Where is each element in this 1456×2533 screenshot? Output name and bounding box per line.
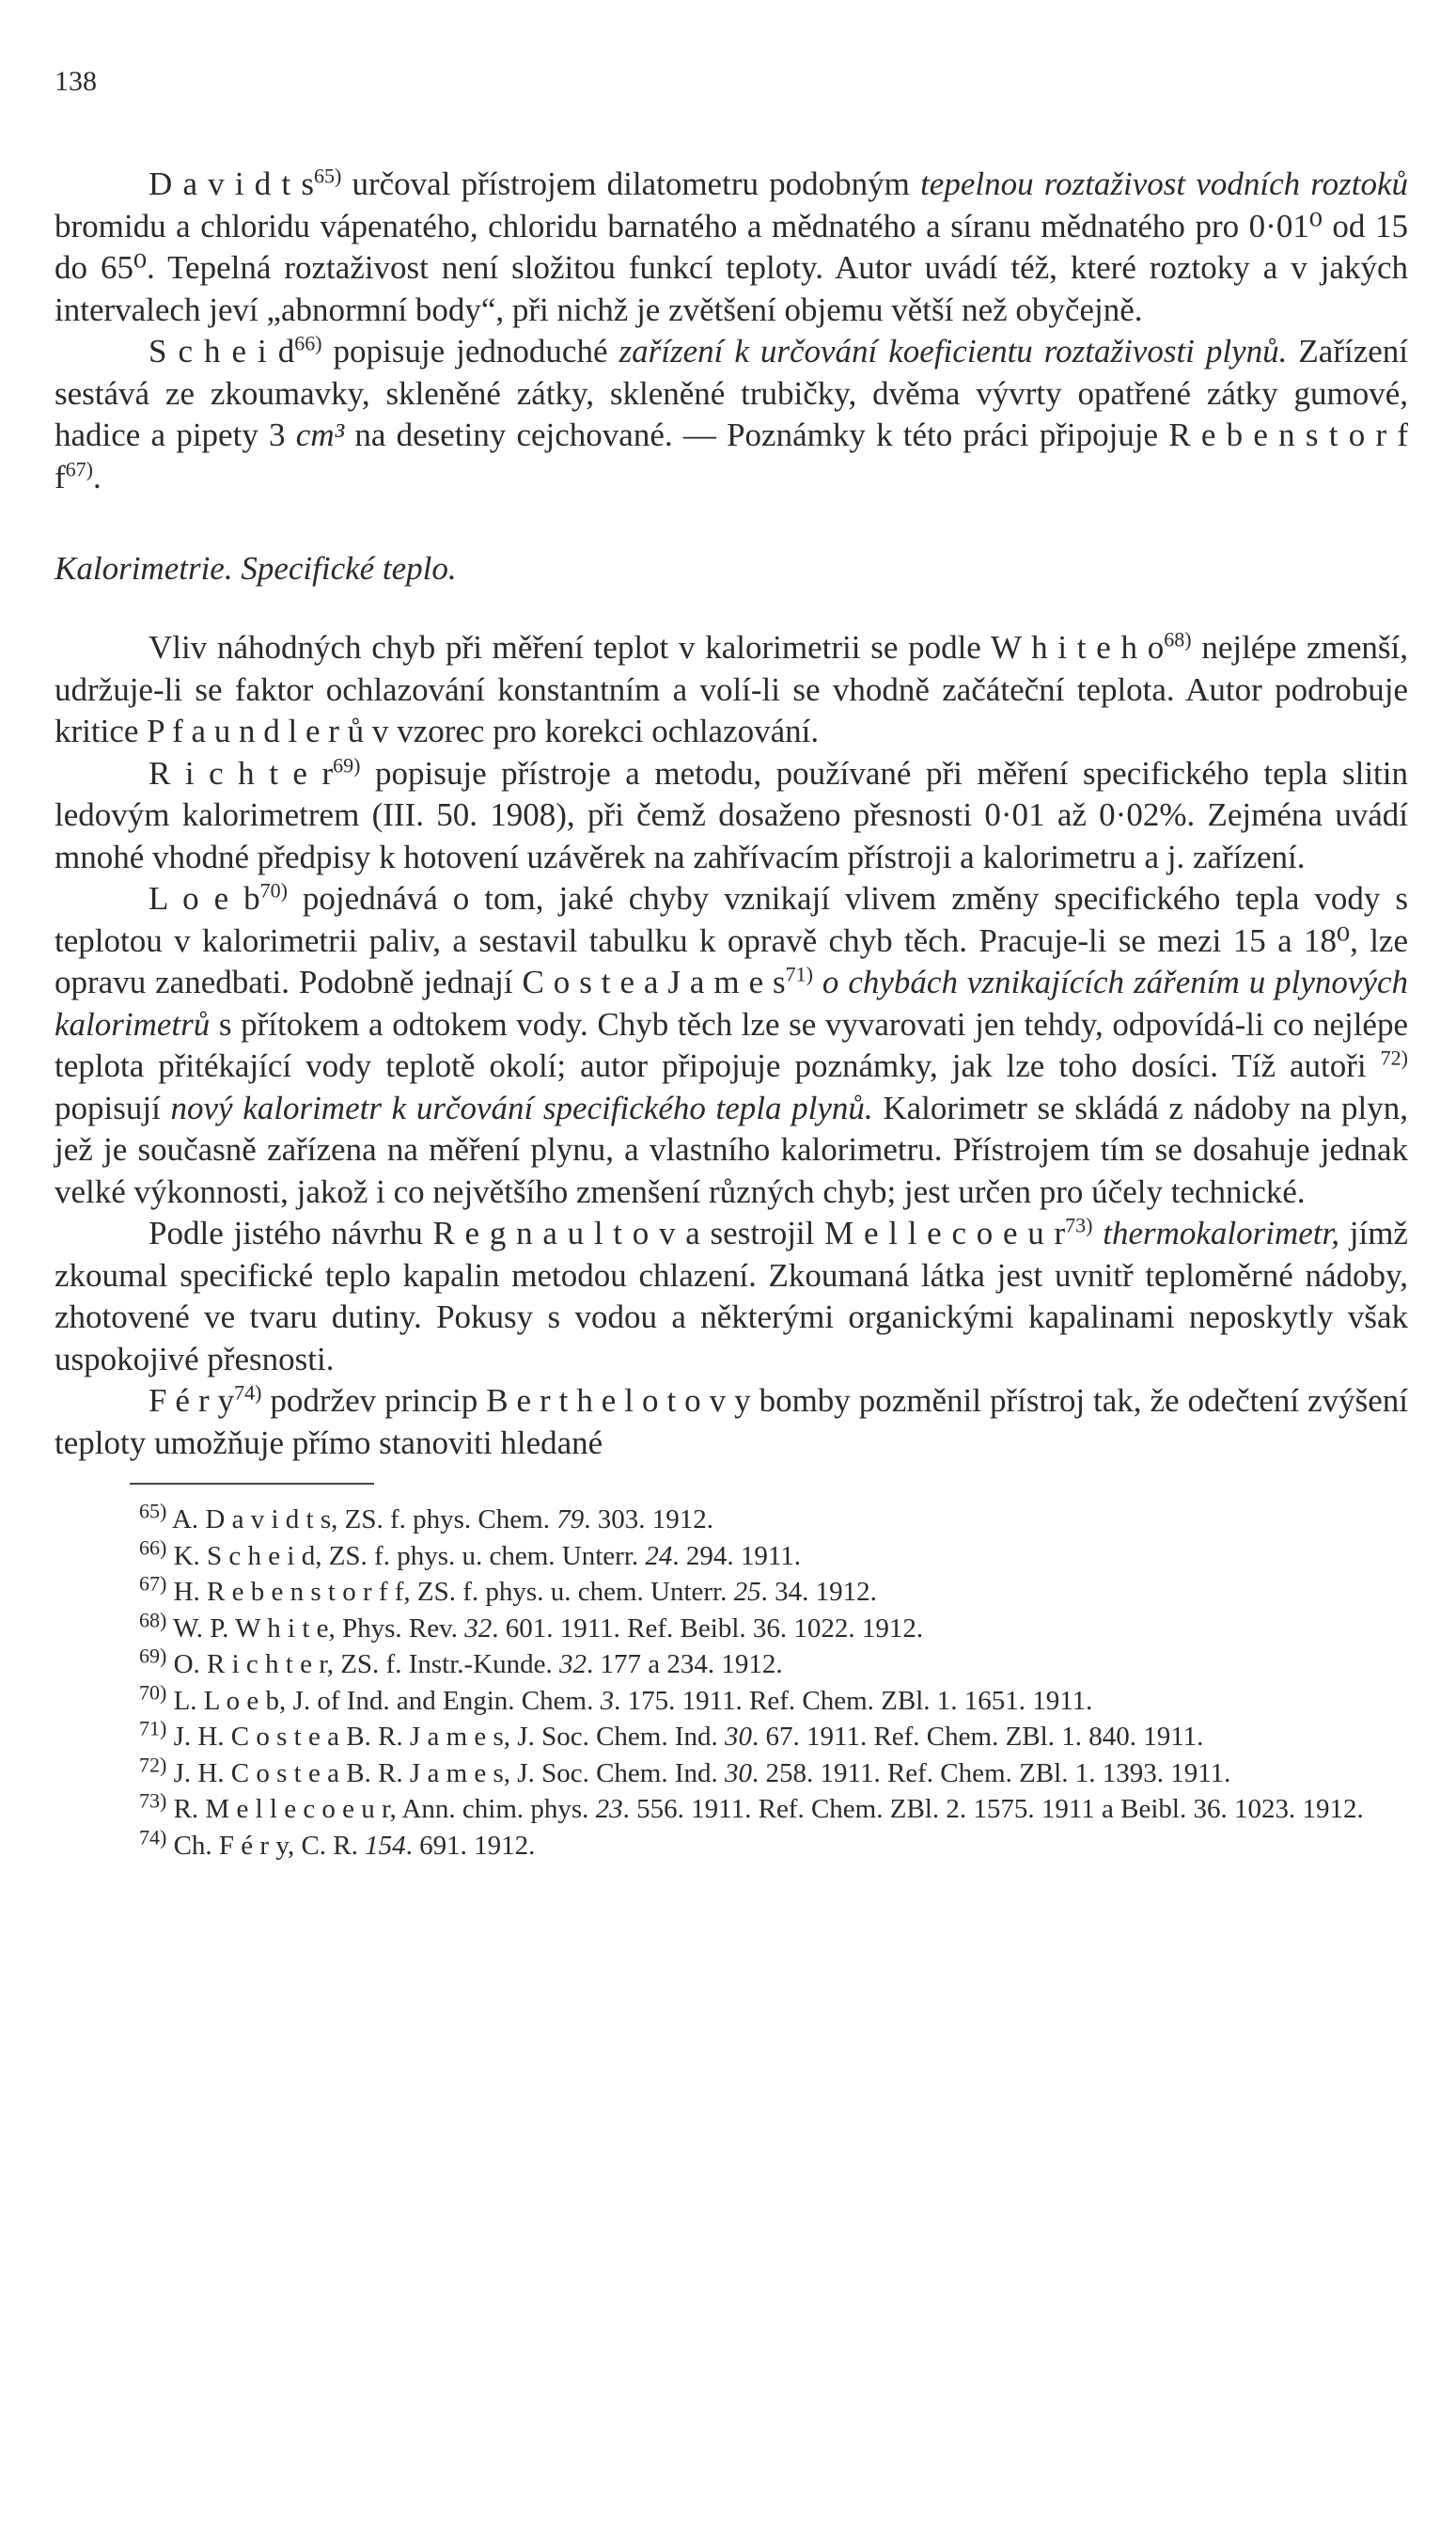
footnote-volume: 32 (464, 1613, 493, 1644)
footnote (55, 1824, 1408, 1864)
text: nejlépe zmenší, udržuje-li se faktor ochlazování konstantním a volí-li se vhodně začáteční teplota. Autor podrobuje kritice (55, 629, 1408, 749)
footnote-number: 68) (139, 1607, 167, 1631)
footnote-text: H. R e b e n s t o r f f, ZS. f. phys. u. chem. Unterr. (173, 1577, 734, 1607)
paragraph-richter (55, 753, 1408, 879)
footnote (55, 1534, 1408, 1575)
text: bromidu a chloridu vápenatého, chloridu barnatého a mědnatého a síranu mědnatého pro 0·01⁰ od 15 do 65⁰. Tepelná roztaživost není složitou funkcí teploty. Autor uvádí též, které roztoky a v jakých intervalech jeví „abnormní body“, při nichž je zvětšení objemu větší než obyčejně. (55, 207, 1408, 328)
author-name: R e g n a u l t o v a (432, 1215, 700, 1251)
page (55, 66, 1408, 1864)
footnote-text: . 175. 1911. Ref. Chem. ZBl. 1. 1651. 1911. (614, 1685, 1093, 1716)
footnote-ref: 73) (1065, 1213, 1093, 1237)
italic-topic: nový kalorimetr k určování specifického tepla plynů. (170, 1089, 873, 1126)
text: pojednává o tom, jaké chyby vznikají vlivem změny specifického tepla vody s teplotou v kalorimetrii paliv, a sestavil tabulku k opravě chyb těch. Pracuje-li se mezi 15 a 18⁰, lze opravu zanedbati. Podobně jednají (55, 880, 1408, 1000)
text: Vliv náhodných chyb při měření teplot v kalorimetrii se podle (149, 629, 991, 666)
author-name: M e l l e c o e u r (824, 1215, 1066, 1251)
author-name: P f a u n d l e r ů v (147, 713, 389, 749)
text: Zařízení sestává ze zkoumavky, skleněné zátky, skleněné trubičky, dvěma vývrty opatřené zátky gumové, hadice a pipety 3 (55, 333, 1409, 453)
footnote (55, 1716, 1408, 1755)
footnote-text: . 177 a 234. 1912. (587, 1649, 783, 1679)
author-name: D a v i d t s (149, 165, 314, 202)
footnote-volume: 24 (645, 1540, 673, 1571)
footnote-volume: 32 (559, 1649, 587, 1679)
author-name: R i c h t e r (149, 754, 334, 792)
footnote-ref: 69) (333, 752, 361, 777)
footnote-number: 73) (139, 1788, 167, 1813)
paragraph-fery (55, 1380, 1408, 1464)
text: popisují (55, 1089, 171, 1126)
footnote-volume: 30 (725, 1757, 753, 1788)
italic-topic: zařízení k určování koeficientu roztaživosti plynů. (618, 333, 1288, 370)
footnote-text: . 691. 1912. (405, 1830, 536, 1861)
footnote-number: 72) (139, 1752, 167, 1776)
footnote-text: L. L o e b, J. of Ind. and Engin. Chem. (173, 1685, 601, 1716)
italic-topic: tepelnou roztaživost vodních roztoků (920, 165, 1408, 202)
footnote-text: . 556. 1911. Ref. Chem. ZBl. 2. 1575. 1911 a Beibl. 36. 1023. 1912. (622, 1794, 1364, 1824)
footnote-text: . 34. 1912. (760, 1577, 877, 1607)
page-number: 138 (55, 66, 97, 97)
text: vzorec pro korekci ochlazování. (388, 713, 820, 749)
author-name: F é r y (149, 1382, 235, 1419)
paragraph-scheid (55, 331, 1408, 498)
footnote-volume: 3 (600, 1685, 615, 1716)
text: podržev princip (261, 1382, 487, 1419)
footnote-text: O. R i c h t e r, ZS. f. Instr.-Kunde. (173, 1649, 559, 1679)
footnote-text: . 303. 1912. (584, 1504, 713, 1534)
paragraph-mellecoeur (55, 1213, 1408, 1380)
footnote (55, 1607, 1408, 1647)
text: sestrojil (699, 1215, 825, 1251)
footnote-text: J. H. C o s t e a B. R. J a m e s, J. Soc. Chem. Ind. (173, 1757, 726, 1788)
italic-topic: o chybách vznikajících zářením u plynových kalorimetrů (55, 964, 1408, 1043)
footnote-number: 69) (139, 1644, 167, 1668)
footnote-text: Ch. F é r y, C. R. (173, 1830, 366, 1861)
footnote-divider (130, 1483, 374, 1485)
footnote-volume: 25 (733, 1577, 761, 1607)
footnote-text: . 294. 1911. (672, 1540, 802, 1571)
text: na desetiny cejchované. — Poznámky k této práci připojuje (344, 417, 1169, 453)
footnote-text: K. S c h e i d, ZS. f. phys. u. chem. Unterr. (173, 1540, 646, 1571)
footnote-text: . 67. 1911. Ref. Chem. ZBl. 1. 840. 1911. (752, 1722, 1204, 1752)
text: bomby pozměnil přístroj tak, že odečtení zvýšení teploty umožňuje přímo stanoviti hledané (55, 1382, 1408, 1461)
footnote-ref: 65) (313, 164, 342, 188)
author-name: W h i t e h o (990, 629, 1165, 666)
footnote (55, 1679, 1408, 1720)
footnote-text: R. M e l l e c o e u r, Ann. chim. phys. (173, 1794, 596, 1824)
text: s přítokem a odtokem vody. Chyb těch lze se vyvarovati jen tehdy, odpovídá-li co nejlépe teplota přitékající vody teplotě okolí; autor připojuje poznámky, jak lze toho dosíci. Tíž autoři (55, 1005, 1408, 1084)
footnote-number: 65) (139, 1499, 167, 1523)
footnote-ref: 74) (234, 1380, 262, 1405)
footnote-ref: 66) (294, 331, 322, 355)
footnote-number: 67) (139, 1571, 167, 1596)
italic-topic: thermokalorimetr, (1092, 1215, 1340, 1251)
paragraph-loeb (55, 878, 1408, 1213)
paragraph-white (55, 627, 1408, 753)
footnote (55, 1788, 1408, 1828)
footnote-ref: 70) (259, 878, 288, 903)
footnote-volume: 30 (725, 1722, 753, 1752)
text: Podle jistého návrhu (149, 1215, 433, 1251)
footnote (55, 1499, 1408, 1538)
text: popisuje jednoduché (321, 333, 619, 370)
footnote-text: W. P. W h i t e, Phys. Rev. (173, 1613, 465, 1644)
footnote-number: 71) (139, 1716, 167, 1740)
footnote-text: . 258. 1911. Ref. Chem. ZBl. 1. 1393. 1911. (752, 1757, 1231, 1788)
footnote-volume: 23 (595, 1794, 623, 1824)
footnote-volume: 154 (365, 1830, 406, 1861)
footnote-text: . 601. 1911. Ref. Beibl. 36. 1022. 1912. (492, 1613, 924, 1644)
footnote-ref: 71) (785, 962, 813, 986)
footnote-volume: 79 (556, 1504, 585, 1534)
footnote-number: 66) (139, 1534, 167, 1559)
author-name: R e b e n s t o r f f (55, 417, 1408, 496)
footnote-ref: 72) (1380, 1046, 1408, 1070)
footnote (55, 1571, 1408, 1611)
paragraph-davidts (55, 164, 1408, 331)
footnote-ref: 67) (65, 456, 93, 480)
section-heading: Kalorimetrie. Specifické teplo. (55, 550, 457, 587)
footnote (55, 1752, 1408, 1792)
text: . (92, 458, 102, 496)
text: Kalorimetr se skládá z nádoby na plyn, jež je současně zařízena na měření plynu, a vlastního kalorimetru. Přístrojem tím se dosahuje jednak velké výkonnosti, jakož i co největšího zmenšení různých chyb; jest určen pro účely technické. (55, 1089, 1408, 1210)
author-name: C o s t e a J a m e s (522, 964, 786, 1000)
footnotes (55, 1499, 1408, 1864)
author-name: B e r t h e l o t o v y (486, 1382, 751, 1419)
footnote-number: 70) (139, 1679, 167, 1704)
author-name: S c h e i d (149, 333, 295, 370)
footnote-number: 74) (139, 1824, 167, 1849)
footnote-text: J. H. C o s t e a B. R. J a m e s, J. Soc. Chem. Ind. (173, 1722, 726, 1752)
footnote-text: A. D a v i d t s, ZS. f. phys. Chem. (171, 1504, 557, 1534)
text: určoval přístrojem dilatometru podobným (341, 165, 921, 202)
text: jímž zkoumal specifické teplo kapalin metodou chlazení. Zkoumaná látka jest uvnitř teploměrné nádoby, zhotovené ve tvaru dutiny. Pokusy s vodou a některými organickými kapalinami neposkytly však uspokojivé přesnosti. (55, 1215, 1408, 1377)
text: popisuje přístroje a metodu, používané při měření specifického tepla slitin ledovým kalorimetrem (III. 50. 1908), při čemž dosaženo přesnosti 0·01 až 0·02%. Zejména uvádí mnohé vhodné předpisy k hotovení uzávěrek na zahřívacím přístroji a kalorimetru a j. zařízení. (55, 754, 1408, 875)
footnote-ref: 68) (1164, 627, 1192, 652)
footnote (55, 1646, 1408, 1683)
author-name: L o e b (149, 880, 260, 917)
unit: cm³ (295, 417, 345, 453)
